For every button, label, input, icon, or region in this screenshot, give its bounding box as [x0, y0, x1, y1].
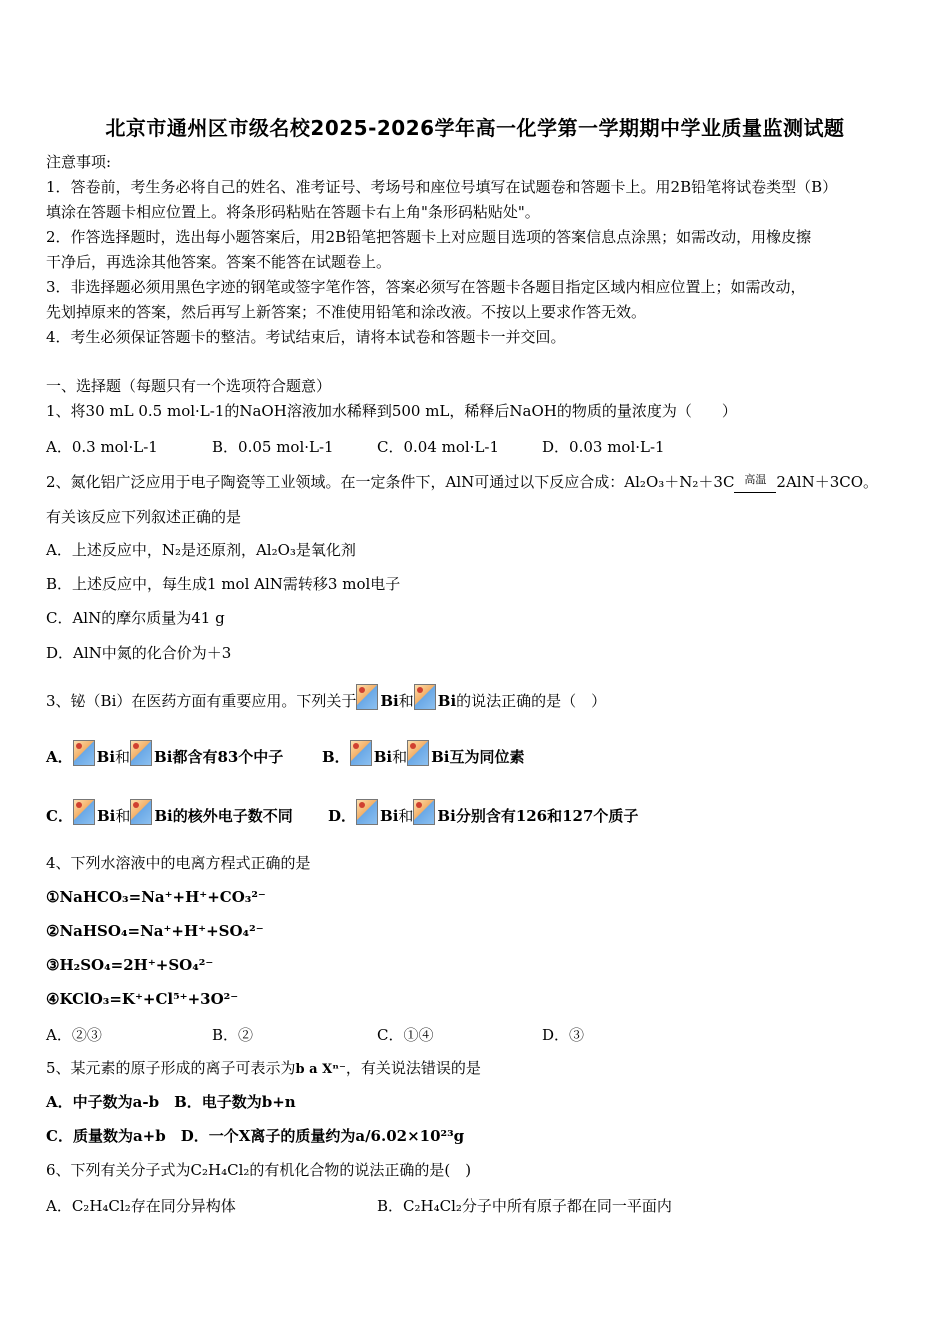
isotope-image-icon: [407, 740, 429, 766]
q3-option-c[interactable]: C． Bi和 Bi的核外电子数不同: [46, 799, 293, 830]
q6-option-b[interactable]: B．C₂H₄Cl₂分子中所有原子都在同一平面内: [377, 1197, 672, 1215]
q4-option-c[interactable]: C．①④: [377, 1026, 434, 1044]
isotope-image-icon: [414, 684, 436, 710]
q4-stem: 4、下列水溶液中的电离方程式正确的是: [46, 854, 311, 872]
q2-option-a[interactable]: A．上述反应中，N₂是还原剂，Al₂O₃是氧化剂: [46, 541, 356, 559]
q1-option-c[interactable]: C．0.04 mol·L-1: [377, 438, 500, 456]
q1-option-a[interactable]: A．0.3 mol·L-1: [46, 438, 158, 456]
q5-options-ab[interactable]: A．中子数为a-b B．电子数为b+n: [46, 1093, 296, 1111]
q2-option-b[interactable]: B．上述反应中，每生成1 mol AlN需转移3 mol电子: [46, 575, 401, 593]
notice-line-5: 3．非选择题必须用黑色字迹的钢笔或签字笔作答，答案必须写在答题卡各题目指定区域内相应位置上；如需改动，: [46, 278, 806, 296]
q4-option-a[interactable]: A．②③: [46, 1026, 102, 1044]
notice-line-4: 干净后，再选涂其他答案。答案不能答在试题卷上。: [46, 253, 392, 271]
isotope-image-icon: [130, 740, 152, 766]
q1-stem: 1、将30 mL 0.5 mol·L-1的NaOH溶液加水稀释到500 mL，稀释后NaOH的物质的量浓度为（ ）: [46, 402, 737, 420]
q3-option-a[interactable]: A． Bi和 Bi都含有83个中子: [46, 740, 283, 771]
q2-stem-2: 有关该反应下列叙述正确的是: [46, 508, 242, 526]
q4-option-d[interactable]: D．③: [542, 1026, 585, 1044]
isotope-image-icon: [356, 799, 378, 825]
isotope-image-icon: [73, 799, 95, 825]
isotope-image-icon: [413, 799, 435, 825]
q2-stem-pre: 2、氮化铝广泛应用于电子陶瓷等工业领域。在一定条件下，AlN可通过以下反应合成：Al₂O₃＋N₂＋3C: [46, 473, 735, 491]
isotope-image-icon: [356, 684, 378, 710]
q6-stem: 6、下列有关分子式为C₂H₄Cl₂的有机化合物的说法正确的是( ): [46, 1161, 472, 1179]
notice-line-6: 先划掉原来的答案，然后再写上新答案；不准使用铅笔和涂改液。不按以上要求作答无效。: [46, 303, 647, 321]
q2-stem: [46, 470, 878, 492]
q1-option-d[interactable]: D．0.03 mol·L-1: [542, 438, 665, 456]
q5-options-cd[interactable]: C．质量数为a+b D．一个X离子的质量约为a/6.02×10²³g: [46, 1127, 465, 1145]
notice-line-3: 2．作答选择题时，选出每小题答案后，用2B铅笔把答题卡上对应题目选项的答案信息点涂黑；如需改动，用橡皮擦: [46, 228, 812, 246]
q2-option-d[interactable]: D．AlN中氮的化合价为＋3: [46, 644, 232, 662]
ion-symbol: b a Xⁿ⁻: [295, 1062, 346, 1077]
q3-option-d[interactable]: D． Bi和 Bi分别含有126和127个质子: [328, 799, 638, 830]
q1-option-b[interactable]: B．0.05 mol·L-1: [212, 438, 334, 456]
q4-item-1: ①NaHCO₃=Na⁺+H⁺+CO₃²⁻: [46, 888, 266, 906]
q4-item-2: ②NaHSO₄=Na⁺+H⁺+SO₄²⁻: [46, 922, 264, 940]
q4-item-4: ④KClO₃=K⁺+Cl⁵⁺+3O²⁻: [46, 990, 239, 1008]
q4-option-b[interactable]: B．②: [212, 1026, 254, 1044]
q3-stem: 3、铋（Bi）在医药方面有重要应用。下列关于 Bi和 Bi的说法正确的是（ ）: [46, 684, 606, 715]
q3-option-b[interactable]: B． Bi和 Bi互为同位素: [322, 740, 525, 771]
q2-stem-post: 2AlN＋3CO。: [776, 473, 879, 491]
isotope-image-icon: [130, 799, 152, 825]
notice-heading: 注意事项:: [46, 153, 112, 171]
q6-option-a[interactable]: A．C₂H₄Cl₂存在同分异构体: [46, 1197, 236, 1215]
notice-line-2: 填涂在答题卡相应位置上。将条形码粘贴在答题卡右上角"条形码粘贴处"。: [46, 203, 540, 221]
q5-stem: 5、某元素的原子形成的离子可表示为b a Xⁿ⁻，有关说法错误的是: [46, 1059, 481, 1077]
notice-line-1: 1．答卷前，考生务必将自己的姓名、准考证号、考场号和座位号填写在试题卷和答题卡上。用2B铅笔将试卷类型（B）: [46, 178, 838, 196]
notice-line-7: 4．考生必须保证答题卡的整洁。考试结束后，请将本试卷和答题卡一并交回。: [46, 328, 566, 346]
q4-item-3: ③H₂SO₄=2H⁺+SO₄²⁻: [46, 956, 214, 974]
q2-option-c[interactable]: C．AlN的摩尔质量为41 g: [46, 609, 225, 627]
isotope-image-icon: [73, 740, 95, 766]
isotope-image-icon: [350, 740, 372, 766]
section-heading: 一、选择题（每题只有一个选项符合题意）: [46, 377, 332, 395]
reaction-condition: 高温: [734, 470, 776, 490]
page-title: 北京市通州区市级名校2025-2026学年高一化学第一学期期中学业质量监测试题: [105, 116, 845, 140]
